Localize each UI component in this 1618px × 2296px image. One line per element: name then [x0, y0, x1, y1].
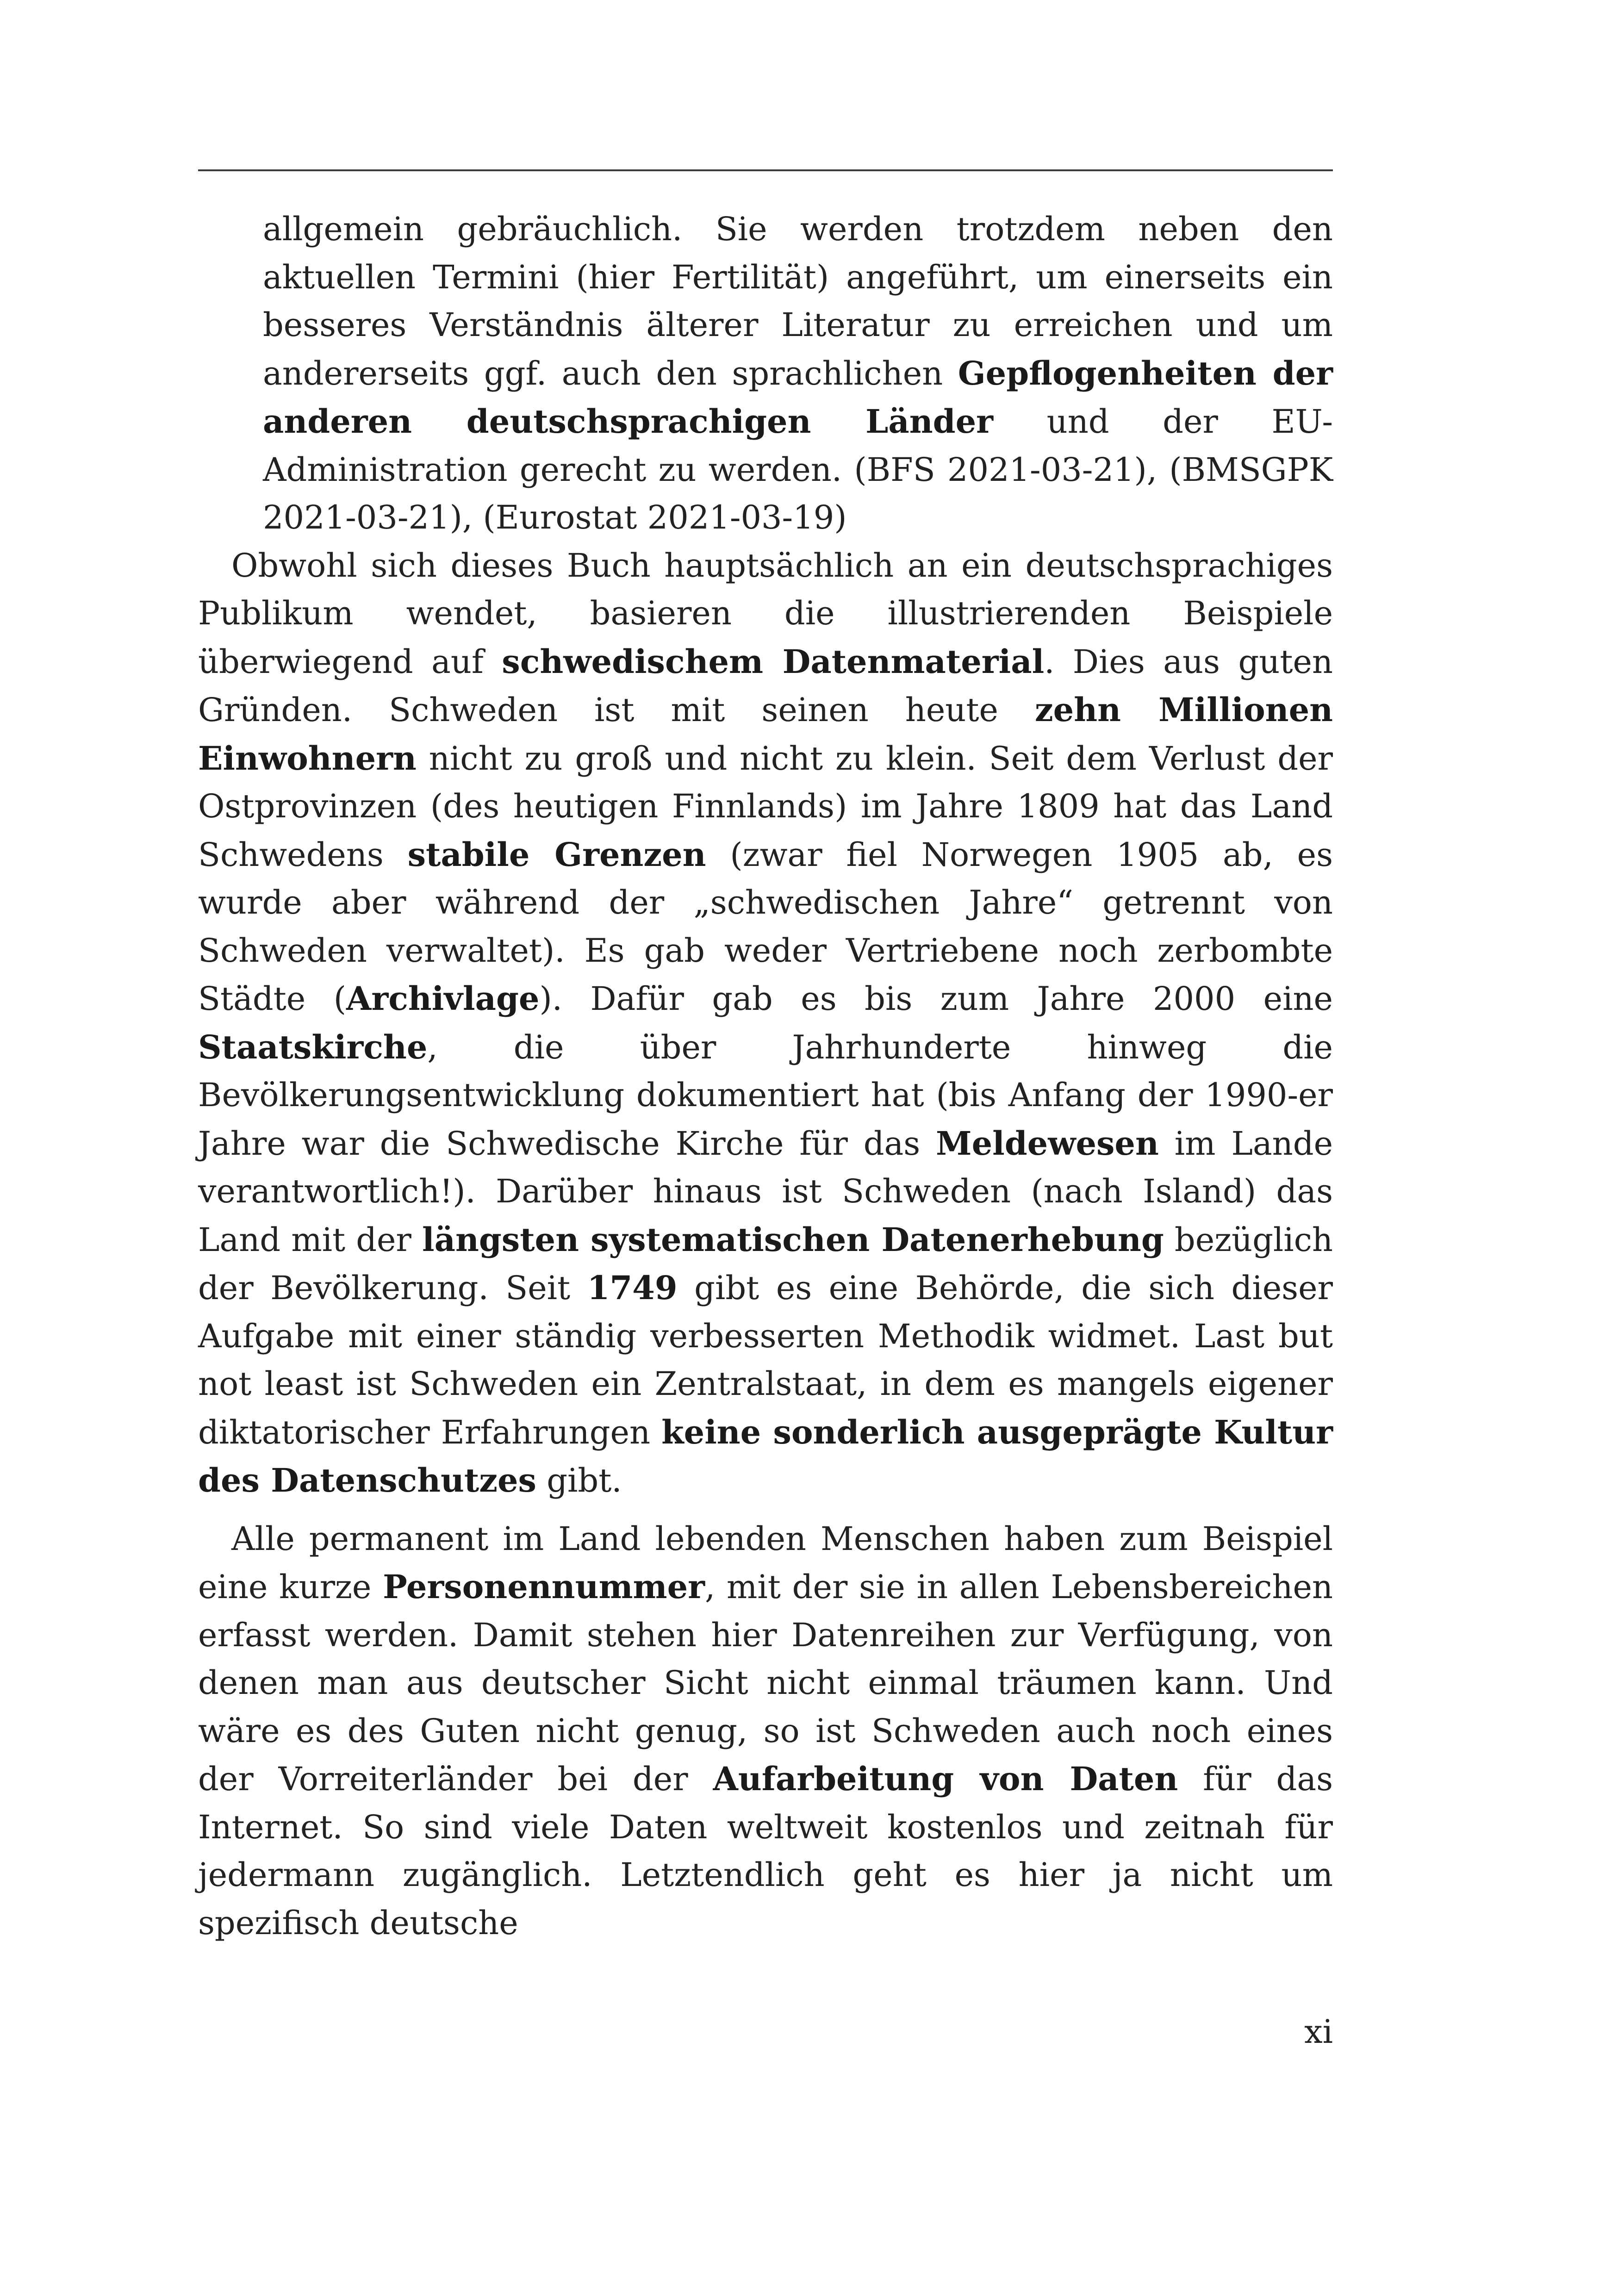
text-run: im Lande verantwortlich!). Darüber hinaus ist Schweden (nach Island) das Land mit der — [198, 1124, 1333, 1259]
bold-term: 1749 — [587, 1269, 678, 1307]
text-run: . Dies aus guten Gründen. Schweden ist mit seinen heute — [198, 642, 1333, 729]
bold-term: schwedischem Datenmaterial — [502, 642, 1045, 681]
text-run: bezüglich der Bevölkerung. Seit — [198, 1220, 1333, 1307]
page-number: xi — [1304, 2013, 1333, 2051]
bold-term: Meldewesen — [936, 1124, 1159, 1163]
text-run: allgemein gebräuchlich. Sie werden trotzdem neben den aktuellen Termini (hier Fertilität) angeführt, um einerseits ein besseres Verständnis älterer Literatur zu erreichen und um andererseits ggf. auch den sprachlichen — [263, 210, 1333, 392]
text-run: (zwar fiel Norwegen 1905 ab, es wurde aber während der „schwedischen Jahre“ getrennt von Schweden verwaltet). Es gab weder Vertriebene noch zerbombte Städte ( — [198, 835, 1333, 1018]
bold-term: Staatskirche — [198, 1027, 428, 1066]
bold-term: Personennummer — [383, 1568, 705, 1606]
text-run: , die über Jahrhunderte hinweg die Bevölkerungsentwicklung dokumentiert hat (bis Anfang der 1990-er Jahre war die Schwedische Kirche für das — [198, 1028, 1333, 1163]
header-rule — [198, 169, 1333, 171]
text-run: nicht zu groß und nicht zu klein. Seit dem Verlust der Ostprovinzen (des heutigen Finnlands) im Jahre 1809 hat das Land Schwedens — [198, 739, 1333, 874]
bold-term: zehn Millionen Einwohnern — [198, 691, 1333, 778]
text-run: Alle permanent im Land lebenden Menschen haben zum Beispiel eine kurze — [198, 1519, 1333, 1606]
text-run: ). Dafür gab es bis zum Jahre 2000 eine — [539, 980, 1333, 1018]
note-paragraph — [263, 205, 1333, 542]
bold-term: Archivlage — [346, 979, 540, 1018]
text-run: gibt. — [536, 1462, 622, 1500]
bold-term: keine sonderlich ausgeprägte Kultur des Datenschutzes — [198, 1412, 1333, 1500]
paragraph-1 — [198, 542, 1333, 1505]
bold-term: längsten systematischen Datenerhebung — [422, 1220, 1164, 1259]
text-run: für das Internet. So sind viele Daten weltweit kostenlos und zeitnah für jedermann zugänglich. Letztendlich geht es hier ja nicht um spezifisch deutsche — [198, 1760, 1333, 1942]
text-run: und der EU-Administration gerecht zu werden. (BFS 2021-03-21), (BMSGPK 2021-03-21), (Eurostat 2021-03-19) — [263, 403, 1333, 536]
text-run: gibt es eine Behörde, die sich dieser Aufgabe mit einer ständig verbesserten Methodik widmet. Last but not least ist Schweden ein Zentralstaat, in dem es mangels eigener diktatorischer Erfahrungen — [198, 1269, 1333, 1451]
bold-term: stabile Grenzen — [407, 835, 706, 874]
body-text — [198, 205, 1333, 1947]
bold-term: Gepflogenheiten der anderen deutschsprachigen Länder — [263, 354, 1333, 441]
text-run: Obwohl sich dieses Buch hauptsächlich an ein deutschsprachiges Publikum wendet, basieren die illustrierenden Beispiele überwiegend auf — [198, 546, 1333, 681]
bold-term: Aufarbeitung von Daten — [713, 1760, 1178, 1798]
paragraph-2 — [198, 1515, 1333, 1948]
text-run: , mit der sie in allen Lebensbereichen erfasst werden. Damit stehen hier Datenreihen zur Verfügung, von denen man aus deutscher Sicht nicht einmal träumen kann. Und wäre es des Guten nicht genug, so ist Schweden auch noch eines der Vorreiterländer bei der — [198, 1568, 1333, 1798]
